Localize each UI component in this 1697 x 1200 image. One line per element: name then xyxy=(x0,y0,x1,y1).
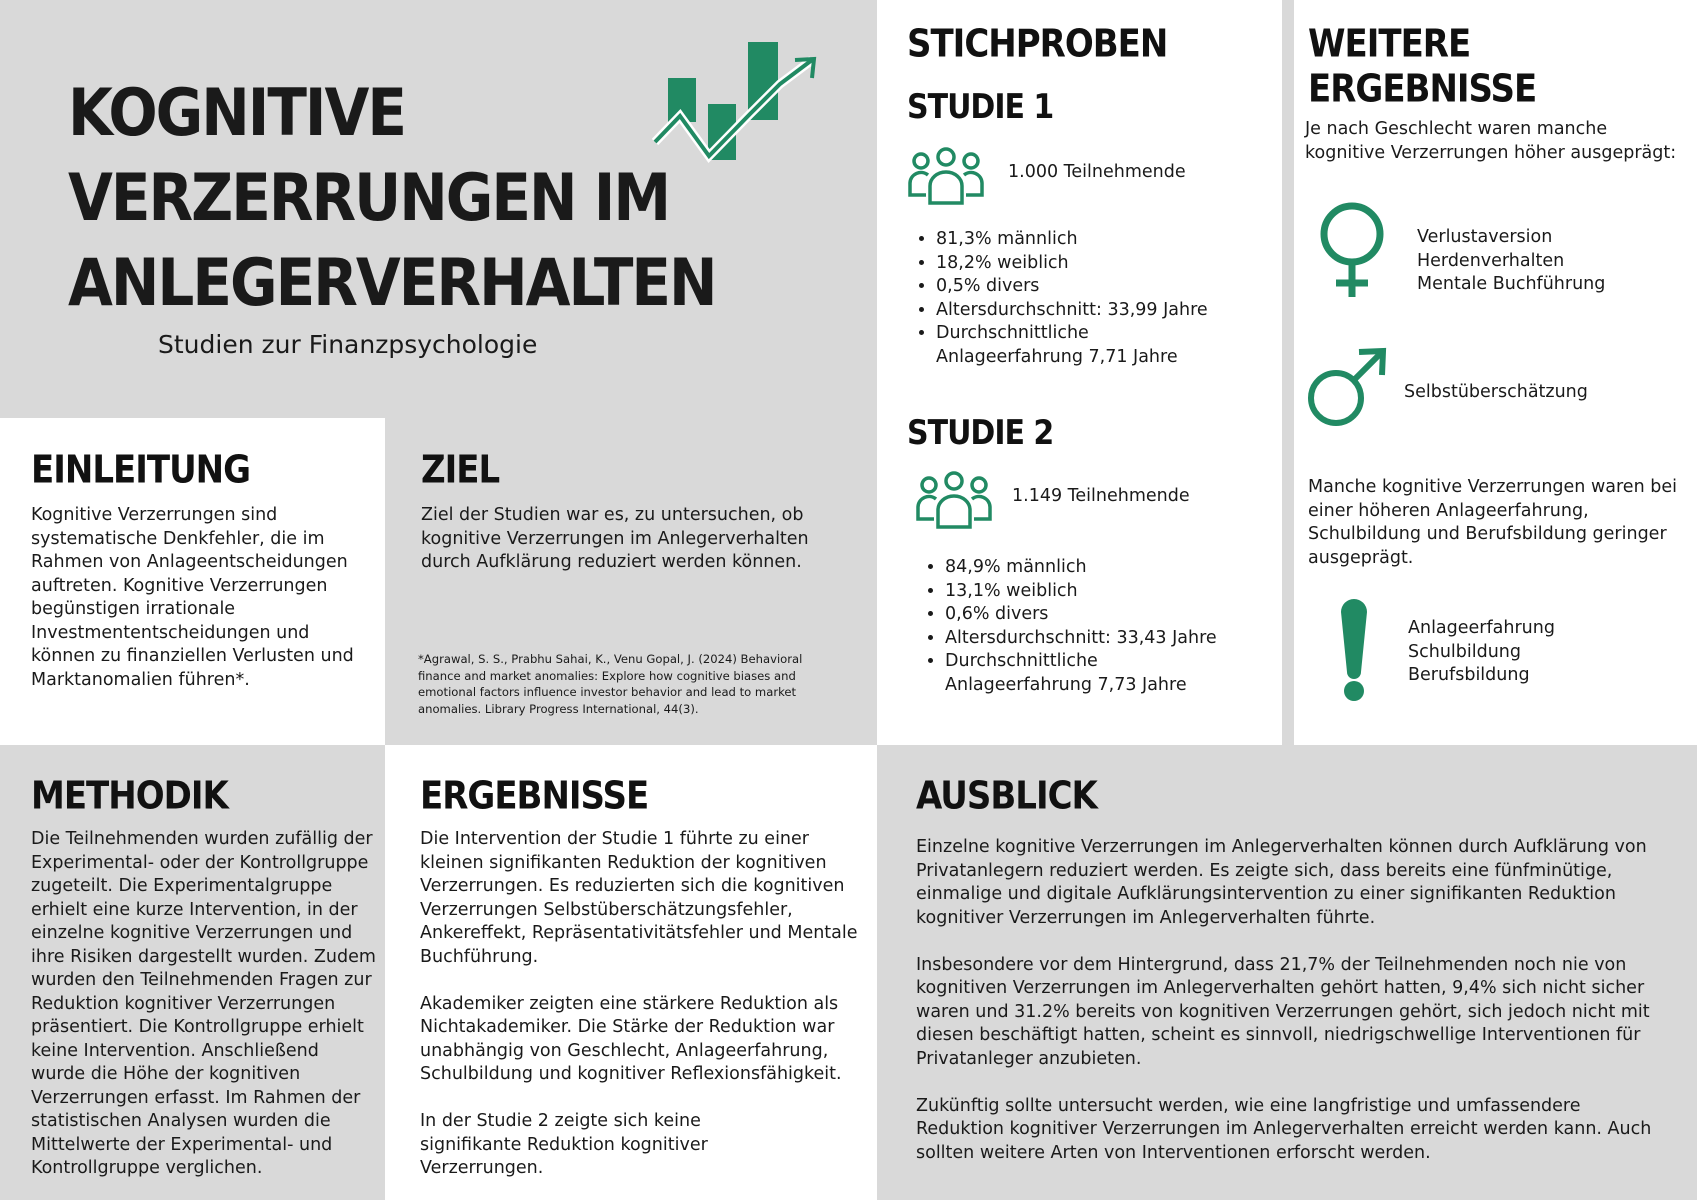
group-icon xyxy=(914,470,994,530)
list-item: Herdenverhalten xyxy=(1417,250,1565,271)
list-item: • 13,1% weiblich xyxy=(945,580,1305,604)
ergebnisse-paragraph: Die Intervention der Studie 1 führte zu einer kleinen signifikanten Reduktion der kognitiven Verzerrungen. Es reduzierten sich die kognitiven Verzerrungen Selbstüberschätzungsfehler, Ankereffekt, Repräsentativitätsfehler und Mentale Buchführung. xyxy=(420,829,858,967)
trend-chart-icon xyxy=(652,38,822,163)
experience-items xyxy=(1408,617,1555,688)
page-title: KOGNITIVE VERZERRUNGEN IM ANLEGERVERHALTEN xyxy=(68,74,716,321)
studie2-participants: 1.149 Teilnehmende xyxy=(1012,486,1190,506)
list-item: • 84,9% männlich xyxy=(945,556,1305,580)
list-item: • 18,2% weiblich xyxy=(936,252,1296,276)
einleitung-section xyxy=(31,448,366,692)
ausblick-paragraph: Zukünftig sollte untersucht werden, wie eine langfristige und umfassendere Reduktion kognitiver Verzerrungen im Anlegerverhalten erreicht werden kann. Auch sollten weitere Arten von Interventionen erforscht werden. xyxy=(916,1095,1652,1163)
methodik-heading: METHODIK xyxy=(31,774,228,819)
ergebnisse-section xyxy=(420,774,865,1181)
ziel-text: Ziel der Studien war es, zu untersuchen, ob kognitive Verzerrungen im Anlegerverhalten durch Aufklärung reduziert werden können. xyxy=(421,505,809,572)
female-symbol-icon xyxy=(1314,200,1390,300)
list-item: Schulbildung xyxy=(1408,641,1522,662)
list-item: • 0,6% divers xyxy=(945,603,1305,627)
studie1-participants: 1.000 Teilnehmende xyxy=(1008,162,1186,182)
studie2-list xyxy=(915,556,1305,697)
methodik-text: Die Teilnehmenden wurden zufällig der Experimental- oder der Kontrollgruppe zugeteilt. Die Experimentalgruppe erhielt eine kurze Intervention, in der einzelne kognitive Verzerrungen und ihre Risiken dargestellt wurden. Zudem wurden den Teilnehmenden Fragen zur Reduktion kognitiver Verzerrungen präsentiert. Die Kontrollgruppe erhielt keine Intervention. Anschließend wurde die Höhe der kognitiven Verzerrungen erfasst. Im Rahmen der statistischen Analysen wurden die Mittelwerte der Experimental- und Kontrollgruppe verglichen. xyxy=(31,829,376,1178)
list-item: • Altersdurchschnitt: 33,43 Jahre xyxy=(945,627,1305,651)
studie2-heading: STUDIE 2 xyxy=(907,414,1054,454)
methodik-section xyxy=(31,774,376,1181)
list-item: • Durchschnittliche Anlageerfahrung 7,71 Jahre xyxy=(936,322,1186,369)
exclamation-icon xyxy=(1334,598,1374,704)
list-item: Anlageerfahrung xyxy=(1408,618,1555,638)
list-item: Berufsbildung xyxy=(1408,665,1530,685)
ergebnisse-paragraph: Akademiker zeigten eine stärkere Reduktion als Nichtakademiker. Die Stärke der Reduktion war unabhängig von Geschlecht, Anlageerfahrung, Schulbildung und kognitiver Reflexionsfähigkeit. xyxy=(420,993,842,1084)
studie1-heading: STUDIE 1 xyxy=(907,88,1054,128)
einleitung-heading: EINLEITUNG xyxy=(31,448,251,493)
female-items xyxy=(1417,226,1605,297)
page-subtitle: Studien zur Finanzpsychologie xyxy=(158,330,538,359)
ergebnisse-heading: ERGEBNISSE xyxy=(420,774,649,819)
ziel-section xyxy=(421,448,821,575)
ausblick-paragraph: Insbesondere vor dem Hintergrund, dass 21,7% der Teilnehmenden noch nie von kognitiven Verzerrungen im Anlegerverhalten gehört hatten, 9,4% sich nicht sicher waren und 31.2% bereits von kognitiven Verzerrungen gehört, sich jedoch nicht mit diesen beschäftigt hatten, scheint es sinnvoll, niedrigschwellige Interventionen für Privatanleger anzubieten. xyxy=(916,954,1650,1069)
einleitung-text: Kognitive Verzerrungen sind systematische Denkfehler, die im Rahmen von Anlageentscheidungen auftreten. Kognitive Verzerrungen begünstigen irrationale Investmententscheidungen und können zu finanziellen Verlusten und Marktanomalien führen*. xyxy=(31,505,354,690)
ausblick-paragraph: Einzelne kognitive Verzerrungen im Anlegerverhalten können durch Aufklärung von Privatanlegern reduziert werden. Es zeigte sich, dass bereits eine fünfminütige, einmalige und digitale Aufklärungsintervention zu einer signifikanten Reduktion kognitiver Verzerrungen im Anlegerverhalten führte. xyxy=(916,837,1647,928)
stichproben-heading: STICHPROBEN xyxy=(907,22,1168,67)
male-item: Selbstüberschätzung xyxy=(1404,382,1588,402)
ausblick-heading: AUSBLICK xyxy=(916,774,1097,819)
ergebnisse-paragraph: In der Studie 2 zeigte sich keine signifikante Reduktion kognitiver Verzerrungen. xyxy=(420,1111,708,1178)
male-symbol-icon xyxy=(1304,346,1390,430)
list-item: Mentale Buchführung xyxy=(1417,274,1606,294)
weitere-intro: Je nach Geschlecht waren manche kognitive Verzerrungen höher ausgeprägt: xyxy=(1305,119,1677,163)
weitere-experience-text: Manche kognitive Verzerrungen waren bei einer höheren Anlageerfahrung, Schulbildung und Berufsbildung geringer ausgeprägt. xyxy=(1308,477,1677,568)
weitere-heading: WEITERE ERGEBNISSE xyxy=(1308,22,1537,112)
ziel-heading: ZIEL xyxy=(421,448,500,493)
list-item: Verlustaversion xyxy=(1417,227,1553,247)
list-item: • Durchschnittliche Anlageerfahrung 7,73 Jahre xyxy=(945,650,1195,697)
list-item: • Altersdurchschnitt: 33,99 Jahre xyxy=(936,299,1296,323)
list-item: • 81,3% männlich xyxy=(936,228,1296,252)
studie1-list xyxy=(906,228,1296,369)
group-icon xyxy=(906,146,986,206)
ausblick-section xyxy=(916,774,1676,1165)
ziel-reference: *Agrawal, S. S., Prabhu Sahai, K., Venu Gopal, J. (2024) Behavioral finance and market anomalies: Explore how cognitive biases and emotional factors influence investor behavior and lead to market anomalies. Library Progress International, 44(3). xyxy=(418,652,803,716)
list-item: • 0,5% divers xyxy=(936,275,1296,299)
